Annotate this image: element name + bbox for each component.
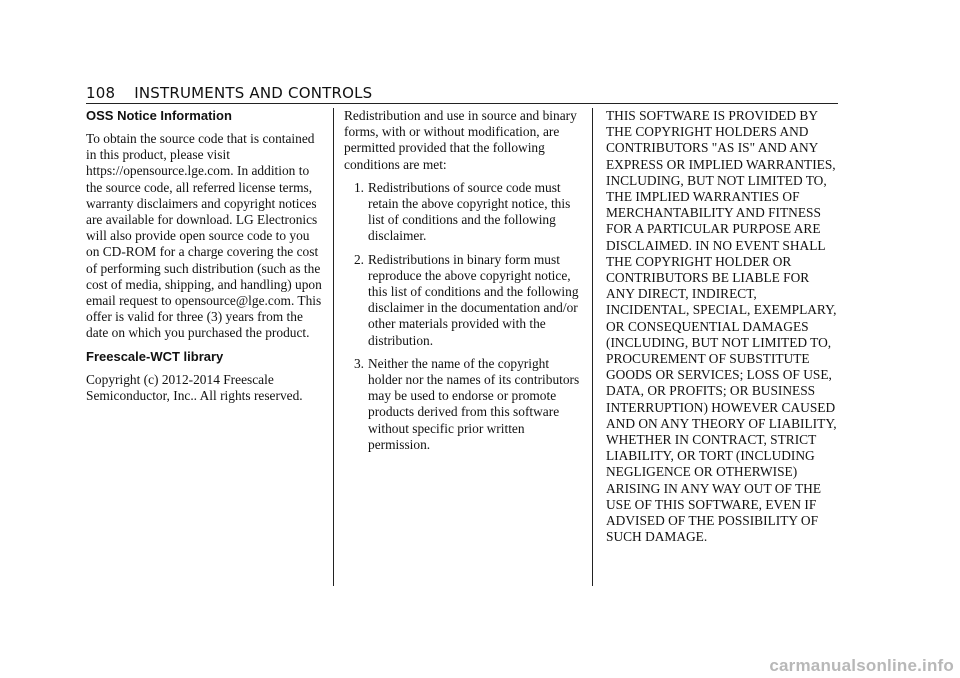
freescale-heading: Freescale-WCT library [86, 348, 224, 364]
list-item-text: Redistributions of source code must retain the above copyright notice, this list of conditions and the following disclaimer. [368, 179, 571, 244]
header-rule [86, 103, 838, 104]
list-item [344, 180, 580, 245]
page-header [86, 84, 372, 102]
warranty-disclaimer: THIS SOFTWARE IS PROVIDED BY THE COPYRIGHT HOLDERS AND CONTRIBUTORS "AS IS" AND ANY EXPRESS OR IMPLIED WARRANTIES, INCLUDING, BUT NOT LIMITED TO, THE IMPLIED WARRANTIES OF MERCHANTABILITY AND FITNESS FOR A PARTICULAR PURPOSE ARE DISCLAIMED. IN NO EVENT SHALL THE COPYRIGHT HOLDER OR CONTRIBUTORS BE LIABLE FOR ANY DIRECT, INDIRECT, INCIDENTAL, SPECIAL, EXEMPLARY, OR CONSEQUENTIAL DAMAGES (INCLUDING, BUT NOT LIMITED TO, PROCUREMENT OF SUBSTITUTE GOODS OR SERVICES; LOSS OF USE, DATA, OR PROFITS; OR BUSINESS INTERRUPTION) HOWEVER CAUSED AND ON ANY THEORY OF LIABILITY, WHETHER IN CONTRACT, STRICT LIABILITY, OR TORT (INCLUDING NEGLIGENCE OR OTHERWISE) ARISING IN ANY WAY OUT OF THE USE OF THIS SOFTWARE, EVEN IF ADVISED OF THE POSSIBILITY OF SUCH DAMAGE. [606, 108, 837, 545]
license-intro: Redistribution and use in source and binary forms, with or without modification, are permitted provided that the following conditions are met: [344, 108, 577, 172]
license-conditions-list [344, 180, 580, 453]
oss-notice-heading: OSS Notice Information [86, 108, 232, 123]
list-item-number: 1. [353, 179, 364, 195]
section-title: INSTRUMENTS AND CONTROLS [134, 84, 373, 102]
column-divider-2 [592, 108, 593, 586]
column-divider-1 [333, 108, 334, 586]
column-1 [86, 108, 322, 411]
list-item [344, 252, 580, 349]
column-3 [606, 108, 838, 552]
list-item [344, 356, 580, 453]
column-2 [344, 108, 580, 460]
page-number: 108 [86, 84, 116, 102]
freescale-copyright: Copyright (c) 2012-2014 Freescale Semiconductor, Inc.. All rights reserved. [86, 371, 303, 403]
list-item-number: 2. [353, 251, 364, 267]
oss-notice-paragraph: To obtain the source code that is contained in this product, please visit https://opensource.lge.com. In addition to the source code, all referred license terms, warranty disclaimers and copyright notices are available for download. LG Electronics will also provide open source code to you on CD-ROM for a charge covering the cost of performing such distribution (such as the cost of media, shipping, and handling) upon email request to opensource@lge.com. This offer is valid for three (3) years from the date on which you purchased the product. [86, 131, 322, 341]
watermark: carmanualsonline.info [769, 656, 954, 675]
list-item-text: Redistributions in binary form must reproduce the above copyright notice, this list of conditions and the following disclaimer in the documentation and/or other materials provided with the distribution. [368, 251, 579, 348]
list-item-number: 3. [353, 355, 364, 371]
list-item-text: Neither the name of the copyright holder nor the names of its contributors may be used to endorse or promote products derived from this software without specific prior written permission. [368, 355, 580, 452]
